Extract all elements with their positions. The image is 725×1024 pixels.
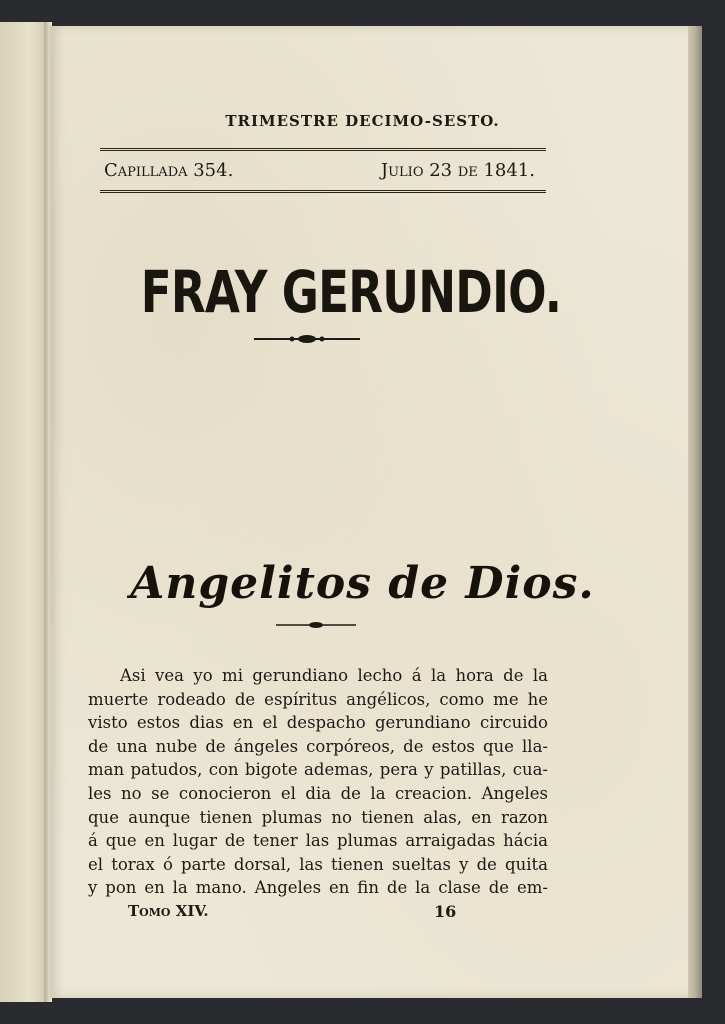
right-page-edge (688, 26, 702, 998)
article-line: y pon en la mano. Angeles en fin de la clase de em- (88, 878, 548, 898)
signature-mark: 16 (434, 902, 457, 921)
article-line: muerte rodeado de espíritus angélicos, como me he (88, 689, 548, 709)
article-title: Angelitos de Dios. (130, 558, 595, 609)
quarter-heading: TRIMESTRE DECIMO-SESTO. (225, 112, 500, 130)
article-line: Asi vea yo mi gerundiano lecho á la hora de la (120, 666, 548, 685)
issue-number: Capillada 354. (104, 160, 234, 181)
article-line: man patudos, con bigote ademas, pera y patillas, cua- (88, 760, 548, 780)
article-body (88, 664, 548, 900)
article-line: á que en lugar de tener las plumas arraigadas hácia (88, 831, 548, 851)
ornament-divider-icon (252, 334, 362, 344)
article-line: de una nube de ángeles corpóreos, de estos que lla- (88, 736, 548, 756)
header-rule-top (100, 148, 546, 151)
article-line: visto estos dias en el despacho gerundiano circuido (88, 713, 548, 733)
article-line: les no se conocieron el dia de la creacion. Angeles (88, 783, 548, 803)
masthead-title: FRAY GERUNDIO. (140, 258, 562, 326)
header-rule-bottom (100, 190, 546, 193)
ornament-divider-small-icon (274, 620, 358, 630)
article-line: que aunque tienen plumas no tienen alas, en razon (88, 807, 548, 827)
issue-date: Julio 23 de 1841. (380, 160, 535, 181)
article-line: el torax ó parte dorsal, las tienen sueltas y de quita (88, 854, 548, 874)
volume-footer: Tomo XIV. (128, 902, 209, 920)
